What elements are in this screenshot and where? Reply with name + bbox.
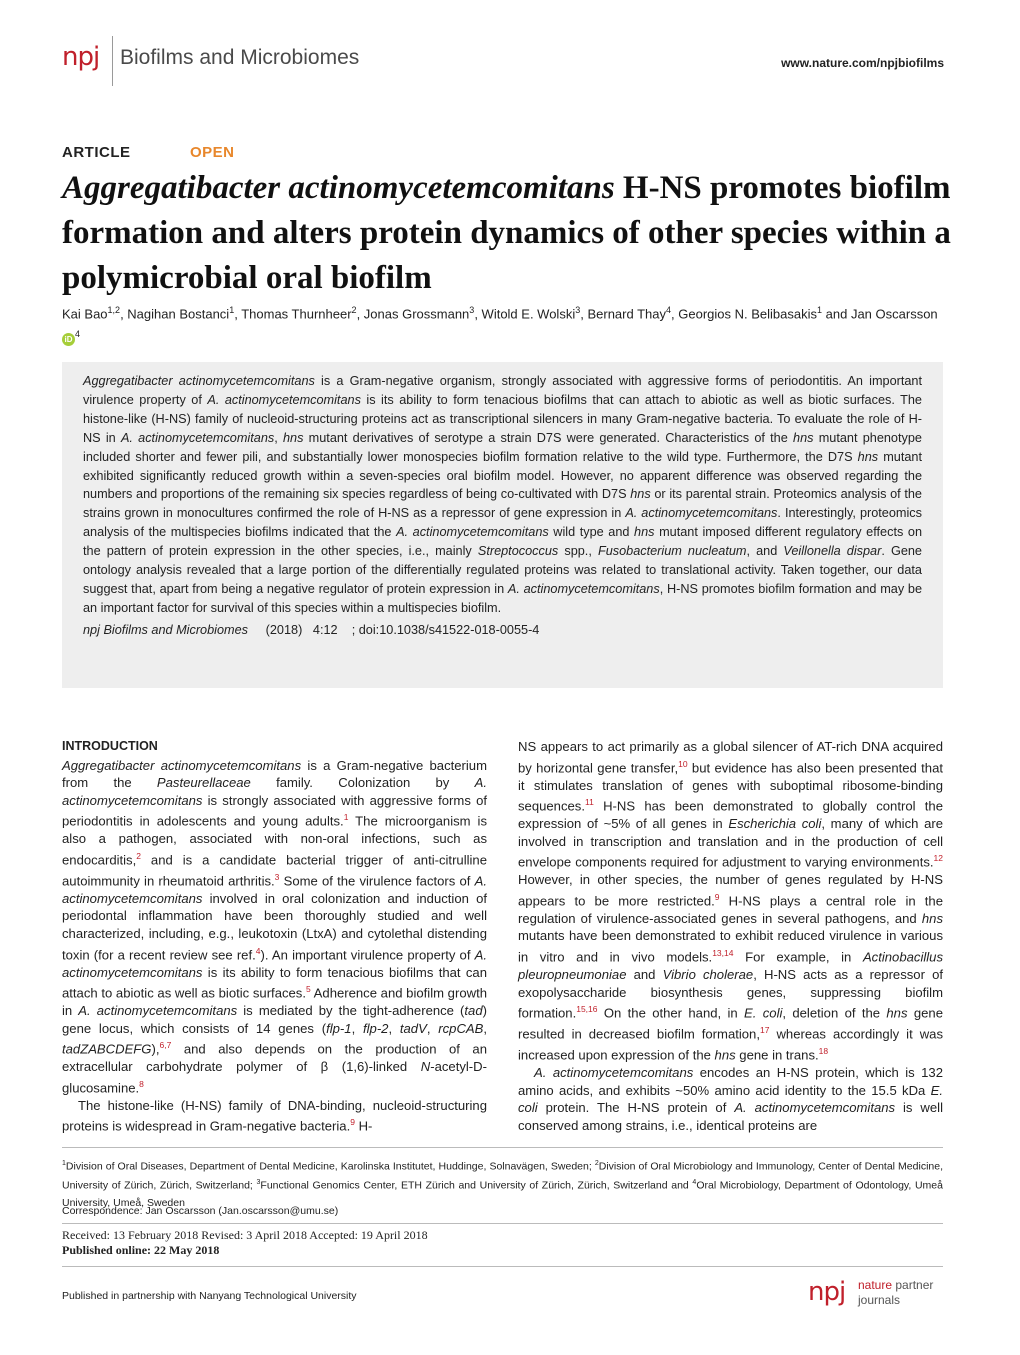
reference-link[interactable]: 15,16: [576, 1004, 598, 1015]
paragraph: A. actinomycetemcomitans encodes an H-NS protein, which is 132 amino acids, and exhibits ~50% amino acid identity to the 15.5 kDa E. coli protein. The H-NS protein of A. actinomycetemcomitans is well conserved among strains, i.e., identical proteins are: [518, 1064, 943, 1133]
divider: [62, 1147, 943, 1148]
affiliations: $^1$Division of Oral Diseases, Department of Dental Medicine, Karolinska Institutet, Huddinge, Solnavägen, Sweden; $^2$Division of Oral Microbiology and Immunology, Center of Dental Medicine, University of Zürich, Zürich, Switzerland; $^3$Functional Genomics Center, ETH Zürich and University of Zürich, Zürich, Switzerland and $^4$Oral Microbiology, Department of Odontology, Umeå University, Umeå, Sweden: [62, 1160, 943, 1209]
citation-line: npj Biofilms and Microbiomes (2018) 4:12 ; doi:10.1038/s41522-018-0055-4: [83, 622, 540, 637]
author-name[interactable]: Jan Oscarsson: [850, 306, 938, 322]
author-list: Kai Bao$^{1,2}$, Nagihan Bostanci$^1$, Thomas Thurnheer$^2$, Jonas Grossmann$^3$, Witold E. Wolski$^3$, Bernard Thay$^4$, Georgios N. Belibasakis$^1$ and Jan Oscarsson iD $^4$: [62, 305, 938, 344]
nature-partner-text: nature partner: [858, 1278, 934, 1292]
published-date: Published online: 22 May 2018: [62, 1243, 220, 1257]
orcid-icon[interactable]: iD: [62, 333, 75, 346]
reference-link[interactable]: 3: [274, 871, 280, 882]
reference-link[interactable]: 10: [678, 758, 688, 769]
reference-link[interactable]: 17: [759, 1025, 770, 1036]
divider: [62, 1223, 943, 1224]
journal-title: Biofilms and Microbiomes: [120, 46, 360, 69]
npj-logo: npj: [808, 1277, 846, 1307]
abstract-text: Aggregatibacter actinomycetemcomitans is a Gram-negative organism, strongly associated with aggressive forms of periodontitis. An important virulence property of A. actinomycetemcomitans is its ability to form tenacious biofilms that can attach to abiotic as well as biotic surfaces. The histone-like (H-NS) family of nucleoid-structuring proteins act as transcriptional silencers in many Gram-negative bacteria. To evaluate the role of H-NS in A. actinomycetemcomitans, hns mutant derivatives of serotype a strain D7S were generated. Characteristics of the hns mutant phenotype included shorter and fewer pili, and substantially lower monospecies biofilm formation relative to the wild type. Furthermore, the D7S hns mutant exhibited significantly reduced growth within a seven-species oral biofilm model. However, no apparent difference was observed regarding the numbers and proportions of the remaining six species regardless of being co-cultivated with D7S hns or its parental strain. Proteomics analysis of the strains grown in monocultures confirmed the role of H-NS as a repressor of gene expression in A. actinomycetemcomitans. Interestingly, proteomics analysis of the multispecies biofilms indicated that the A. actinomycetemcomitans wild type and hns mutant imposed different regulatory effects on the pattern of protein expression in the other species, i.e., mainly Streptococcus spp., Fusobacterium nucleatum, and Veillonella dispar. Gene ontology analysis revealed that a large portion of the differentially regulated proteins was related to translational activity. Taken together, our data suggest that, apart from being a negative regulator of protein expression in A. actinomycetemcomitans, H-NS promotes biofilm formation and may be an important factor for survival of this species within a multispecies biofilm.: [83, 374, 923, 615]
paragraph: The histone-like (H-NS) family of DNA-binding, nucleoid-structuring proteins is widespread in Gram-negative bacteria.$^9$ H-: [62, 1097, 487, 1134]
reference-link[interactable]: 5: [306, 984, 311, 995]
journal-url-link[interactable]: www.nature.com/npjbiofilms: [781, 56, 944, 70]
author-name[interactable]: Thomas Thurnheer: [241, 306, 352, 322]
journal-header: [62, 34, 944, 88]
paragraph: NS appears to act primarily as a global silencer of AT-rich DNA acquired by horizontal gene transfer,$^{10}$ but evidence has also been presented that it stimulates translation of genes with suboptimal ribosome-binding sequences.$^{11}$ H-NS has been demonstrated to globally control the expression of ~5% of all genes in Escherichia coli, many of which are involved in transcription and translation and in the production of cell envelope components required for adjustment to varying environments.$^{12}$ However, in other species, the number of genes regulated by H-NS appears to be more restricted.$^9$ H-NS plays a central role in the regulation of virulence-associated genes in several pathogens, and hns mutants have been demonstrated to exhibit reduced virulence in various in vitro and in vivo models.$^{13,14}$ For example, in Actinobacillus pleuropneumoniae and Vibrio cholerae, H-NS acts as a repressor of exopolysaccharide biosynthesis genes, suppressing biofilm formation.$^{15,16}$ On the other hand, in E. coli, deletion of the hns gene resulted in decreased biofilm formation,$^{17}$ whereas accordingly it was increased upon expression of the hns gene in trans.$^{18}$: [518, 739, 944, 1063]
reference-link[interactable]: 2: [136, 850, 141, 861]
body-column-left: [62, 738, 487, 1135]
reference-link[interactable]: 9: [350, 1117, 355, 1128]
reference-link[interactable]: 8: [139, 1078, 144, 1089]
reference-link[interactable]: 1: [343, 812, 349, 823]
reference-link[interactable]: 12: [933, 853, 943, 864]
npj-logo: npj: [62, 42, 100, 72]
reference-link[interactable]: 4: [255, 945, 261, 956]
divider: [62, 1266, 943, 1267]
doi-link[interactable]: ; doi:10.1038/s41522-018-0055-4: [351, 622, 540, 637]
author-name[interactable]: Kai Bao: [62, 306, 108, 322]
journals-text: journals: [858, 1293, 901, 1307]
reference-link[interactable]: 18: [818, 1046, 829, 1057]
body-column-right: [518, 738, 943, 1134]
author-name[interactable]: Witold E. Wolski: [481, 306, 576, 322]
open-access-badge: OPEN: [190, 144, 235, 161]
article-title: Aggregatibacter actinomycetemcomitans H-NS promotes biofilm formation and alters protein dynamics of other species within a polymicrobial oral biofilm: [62, 170, 951, 296]
section-heading: INTRODUCTION: [62, 739, 158, 753]
author-name[interactable]: Nagihan Bostanci: [127, 306, 230, 322]
author-name[interactable]: Bernard Thay: [587, 306, 666, 322]
author-name[interactable]: Georgios N. Belibasakis: [678, 306, 817, 322]
author-name[interactable]: Jonas Grossmann: [363, 306, 470, 322]
reference-link[interactable]: 13,14: [712, 947, 734, 958]
nature-partner-journals-logo: [808, 1277, 948, 1313]
paragraph: Aggregatibacter actinomycetemcomitans is a Gram-negative bacterium from the Pasteurellaceae family. Colonization by A. actinomycetemcomitans is strongly associated with aggressive forms of periodontitis in adolescents and young adults.$^1$ The microorganism is also a pathogen, associated with non-oral infections, such as endocarditis,$^2$ and is a candidate bacterial trigger of anti-citrulline autoimmunity in rheumatoid arthritis.$^3$ Some of the virulence factors of A. actinomycetemcomitans involved in oral colonization and induction of periodontal inflammation have been thoroughly studied and well characterized, including, e.g., leukotoxin (LtxA) and cytolethal distending toxin (for a recent review see ref.$^4$). An important virulence property of A. actinomycetemcomitans is its ability to form tenacious biofilms that can attach to abiotic as well as biotic surfaces.$^5$ Adherence and biofilm growth in A. actinomycetemcomitans is mediated by the tight-adherence (tad) gene locus, which consists of 14 genes (flp-1, flp-2, tadV, rcpCAB, tadZABCDEFG),$^{6,7}$ and also depends on the production of an extracellular carbohydrate polymer of β (1,6)-linked N-acetyl-D-glucosamine.$^8$: [62, 757, 488, 1096]
reference-link[interactable]: 9: [714, 891, 720, 902]
partnership-note: Published in partnership with Nanyang Technological University: [62, 1290, 357, 1302]
abstract-box: [62, 362, 943, 688]
reference-link[interactable]: 11: [584, 797, 594, 808]
article-type-label: ARTICLE: [62, 144, 131, 161]
header-divider: [112, 36, 113, 86]
received-dates: Received: 13 February 2018 Revised: 3 April 2018 Accepted: 19 April 2018: [62, 1228, 428, 1242]
correspondence[interactable]: Correspondence: Jan Oscarsson (Jan.oscarsson@umu.se): [62, 1205, 339, 1217]
reference-link[interactable]: 6,7: [159, 1040, 172, 1051]
